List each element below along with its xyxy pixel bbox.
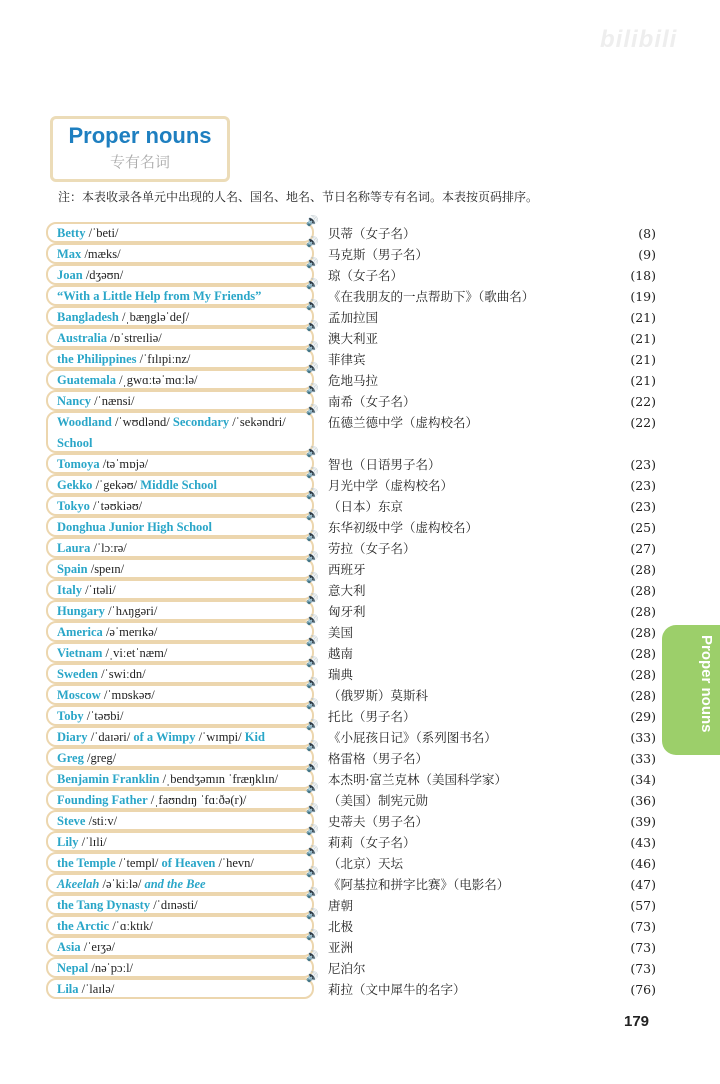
entry-name: “With a Little Help from My Friends” <box>57 289 262 303</box>
entry-english <box>57 727 313 748</box>
entry-name: Asia <box>57 940 81 954</box>
entry-name: Akeelah <box>57 877 100 891</box>
list-item <box>46 258 666 284</box>
entry-page: (46) <box>630 856 656 871</box>
entry-page: (73) <box>630 940 656 955</box>
phonetic: /ˈmɒskəʊ/ <box>100 688 155 702</box>
phonetic: /ˈfɪlɪpiːnz/ <box>136 352 191 366</box>
entry-page: (39) <box>630 814 656 829</box>
list-item <box>46 636 666 662</box>
list-item <box>46 951 666 977</box>
list-item <box>46 342 666 368</box>
list-item <box>46 447 666 473</box>
phonetic: /ˈlɪli/ <box>78 835 107 849</box>
entry-name: Laura <box>57 541 91 555</box>
entry-english <box>57 244 313 265</box>
phonetic: /ˈtempl/ <box>115 856 162 870</box>
list-item <box>46 531 666 557</box>
entry-name: Sweden <box>57 667 98 681</box>
entry-chinese: 菲律宾 <box>328 352 366 367</box>
entry-name: the Arctic <box>57 919 110 933</box>
entry-chinese: 西班牙 <box>328 562 366 577</box>
entry-chinese: 《小屁孩日记》（系列图书名） <box>328 730 497 745</box>
list-item <box>46 300 666 326</box>
entry-page: (22) <box>630 394 656 409</box>
list-item <box>46 489 666 515</box>
entry-page: (19) <box>630 289 656 304</box>
section-title: Proper nouns <box>68 123 212 148</box>
entry-name: the Tang Dynasty <box>57 898 151 912</box>
entry-english <box>57 349 313 370</box>
phonetic: /ˈtəʊbi/ <box>83 709 124 723</box>
speaker-icon[interactable]: 🔊 <box>306 489 319 500</box>
speaker-icon[interactable]: 🔊 <box>306 657 319 668</box>
entry-page: (8) <box>638 226 656 241</box>
list-item <box>46 762 666 788</box>
entry-name: Hungary <box>57 604 105 618</box>
entry-english <box>57 895 313 916</box>
entry-chinese: 尼泊尔 <box>328 961 366 976</box>
phonetic: /dʒəʊn/ <box>82 268 124 282</box>
entry-page: (28) <box>630 604 656 619</box>
entry-english <box>57 916 313 937</box>
entry-english <box>57 622 313 643</box>
speaker-icon[interactable]: 🔊 <box>306 720 319 731</box>
entry-english <box>57 832 313 853</box>
entry-english <box>57 265 313 286</box>
speaker-icon[interactable]: 🔊 <box>306 342 319 353</box>
phonetic: /nəˈpɔːl/ <box>88 961 134 975</box>
entry-name: Woodland <box>57 415 112 429</box>
entry-name: Bangladesh <box>57 310 119 324</box>
entry-english <box>57 223 313 244</box>
phonetic: /təˈmɒjə/ <box>99 457 149 471</box>
entry-chinese: 美国 <box>328 625 354 640</box>
list-item <box>46 216 666 242</box>
intro-note: 注：本表收录各单元中出现的人名、国名、地名、节日名称等专有名词。本表按页码排序。 <box>58 190 539 204</box>
entry-name: Tokyo <box>57 499 90 513</box>
entry-page: (73) <box>630 919 656 934</box>
phonetic: /ˌgwɑːtəˈmɑːlə/ <box>116 373 198 387</box>
speaker-icon[interactable]: 🔊 <box>306 363 319 374</box>
entry-chinese: 史蒂夫（男子名） <box>328 814 429 829</box>
entry-page: (9) <box>638 247 656 262</box>
phonetic: /ˈdaɪəri/ <box>87 730 134 744</box>
phonetic: /ˌbæŋgləˈdeʃ/ <box>118 310 190 324</box>
entry-name: the Temple <box>57 856 116 870</box>
entry-chinese: 智也（日语男子名） <box>328 457 441 472</box>
list-item <box>46 510 666 536</box>
phonetic: /ˌfaʊndɪŋ ˈfɑːðə(r)/ <box>147 793 247 807</box>
entry-name: Vietnam <box>57 646 103 660</box>
phonetic: /mæks/ <box>81 247 121 261</box>
entry-name: Lila <box>57 982 79 996</box>
list-item <box>46 237 666 263</box>
entry-chinese: 伍德兰德中学（虚构校名） <box>328 415 479 430</box>
speaker-icon[interactable]: 🔊 <box>306 951 319 962</box>
phonetic: /ˈtəʊkiəʊ/ <box>89 499 143 513</box>
list-item <box>46 783 666 809</box>
phonetic: /əˈkiːlə/ <box>99 877 145 891</box>
entry-page: (21) <box>630 310 656 325</box>
entry-chinese: 澳大利亚 <box>328 331 379 346</box>
list-item <box>46 321 666 347</box>
list-item <box>46 615 666 641</box>
entry-name: Toby <box>57 709 84 723</box>
entry-chinese: （北京）天坛 <box>328 856 404 871</box>
phonetic: /ɒˈstreɪliə/ <box>107 331 162 345</box>
list-item <box>46 825 666 851</box>
entry-english <box>57 811 313 832</box>
phonetic: /ˈswiːdn/ <box>97 667 146 681</box>
entry-english <box>57 475 313 496</box>
entry-chinese: 马克斯（男子名） <box>328 247 429 262</box>
entry-name: the Philippines <box>57 352 137 366</box>
entry-english <box>57 580 313 601</box>
speaker-icon[interactable]: 🔊 <box>306 552 319 563</box>
entry-name: Greg <box>57 751 84 765</box>
list-item <box>46 930 666 956</box>
entry-english <box>57 391 313 412</box>
entry-english <box>57 748 313 769</box>
phonetic: /ˈeɪʒə/ <box>80 940 115 954</box>
entry-chinese: 越南 <box>328 646 354 661</box>
speaker-icon[interactable]: 🔊 <box>306 615 319 626</box>
entry-chinese: （日本）东京 <box>328 499 404 514</box>
entry-english <box>57 496 313 517</box>
entry-name: Max <box>57 247 82 261</box>
list-item <box>46 678 666 704</box>
entry-page: (36) <box>630 793 656 808</box>
entry-chinese: 危地马拉 <box>328 373 379 388</box>
speaker-icon[interactable]: 🔊 <box>306 573 319 584</box>
page-number: 179 <box>624 1013 650 1030</box>
entry-name: Founding Father <box>57 793 148 807</box>
entry-english <box>57 958 313 979</box>
entry-name: Secondary <box>172 415 230 429</box>
entry-page: (27) <box>630 541 656 556</box>
entry-english <box>57 979 313 1000</box>
entry-page: (47) <box>630 877 656 892</box>
entry-name: of Heaven <box>161 856 216 870</box>
entry-page: (43) <box>630 835 656 850</box>
phonetic: /ˈlaɪlə/ <box>78 982 115 996</box>
entry-chinese: 月光中学（虚构校名） <box>328 478 454 493</box>
speaker-icon[interactable]: 🔊 <box>306 405 319 416</box>
entry-page: (33) <box>630 730 656 745</box>
entry-name: Benjamin Franklin <box>57 772 160 786</box>
speaker-icon[interactable]: 🔊 <box>306 531 319 542</box>
phonetic: /ˈhʌŋgəri/ <box>104 604 158 618</box>
list-item <box>46 720 666 746</box>
entry-english <box>57 874 313 895</box>
speaker-icon[interactable]: 🔊 <box>306 447 319 458</box>
phonetic: /ˈhevn/ <box>215 856 254 870</box>
speaker-icon[interactable]: 🔊 <box>306 321 319 332</box>
entry-name: Gekko <box>57 478 93 492</box>
entry-name: Joan <box>57 268 83 282</box>
entry-english <box>57 538 313 559</box>
speaker-icon[interactable]: 🔊 <box>306 783 319 794</box>
list-item <box>46 888 666 914</box>
entry-name: Middle School <box>140 478 218 492</box>
phonetic: /ˈɑːktɪk/ <box>109 919 153 933</box>
phonetic: /ˈwʊdlənd/ <box>111 415 173 429</box>
entry-chinese: 格雷格（男子名） <box>328 751 429 766</box>
entry-page: (21) <box>630 352 656 367</box>
entry-page: (73) <box>630 961 656 976</box>
entry-name: Nepal <box>57 961 89 975</box>
entry-english <box>57 517 313 538</box>
entry-page: (28) <box>630 688 656 703</box>
speaker-icon[interactable]: 🔊 <box>306 846 319 857</box>
entry-chinese: （美国）制宪元勋 <box>328 793 429 808</box>
entry-chinese: 莉拉（文中犀牛的名字） <box>328 982 466 997</box>
phonetic: /ˈdɪnəsti/ <box>150 898 198 912</box>
list-item <box>46 657 666 683</box>
entry-name: Nancy <box>57 394 92 408</box>
entry-page: (29) <box>630 709 656 724</box>
entry-chinese: 《阿基拉和拼字比赛》（电影名） <box>328 877 510 892</box>
entry-name: Italy <box>57 583 82 597</box>
section-subtitle: 专有名词 <box>109 153 170 171</box>
phonetic: /stiːv/ <box>85 814 118 828</box>
entry-english <box>57 790 313 811</box>
speaker-icon[interactable]: 🔊 <box>306 279 319 290</box>
entry-page: (22) <box>630 415 656 430</box>
entry-chinese: 莉莉（女子名） <box>328 835 416 850</box>
entry-page: (25) <box>630 520 656 535</box>
speaker-icon[interactable]: 🔊 <box>306 762 319 773</box>
side-tab-label: Proper nouns <box>698 635 715 733</box>
entry-chinese: 亚洲 <box>328 940 354 955</box>
speaker-icon[interactable]: 🔊 <box>306 699 319 710</box>
speaker-icon[interactable]: 🔊 <box>306 384 319 395</box>
entry-page: (28) <box>630 646 656 661</box>
speaker-icon[interactable]: 🔊 <box>306 636 319 647</box>
list-item <box>46 909 666 935</box>
list-item <box>46 384 666 410</box>
entry-name: Tomoya <box>57 457 100 471</box>
entry-page: (28) <box>630 562 656 577</box>
entry-english <box>57 685 313 706</box>
entry-chinese: 匈牙利 <box>328 604 366 619</box>
entry-chinese: 北极 <box>328 919 354 934</box>
list-item <box>46 699 666 725</box>
entry-chinese: （俄罗斯）莫斯科 <box>328 688 429 703</box>
entry-page: (23) <box>630 499 656 514</box>
speaker-icon[interactable]: 🔊 <box>306 678 319 689</box>
entry-chinese: 劳拉（女子名） <box>328 541 416 556</box>
entry-page: (18) <box>630 268 656 283</box>
entry-page: (28) <box>630 625 656 640</box>
entry-chinese: 孟加拉国 <box>328 310 379 325</box>
speaker-icon[interactable]: 🔊 <box>306 237 319 248</box>
entry-name: Kid <box>244 730 265 744</box>
entry-name: Lily <box>57 835 79 849</box>
entry-chinese: 贝蒂（女子名） <box>328 226 416 241</box>
list-item <box>46 867 666 893</box>
speaker-icon[interactable]: 🔊 <box>306 804 319 815</box>
entry-chinese: 东华初级中学（虚构校名） <box>328 520 479 535</box>
entry-english <box>57 853 313 874</box>
speaker-icon[interactable]: 🔊 <box>306 216 319 227</box>
entry-page: (21) <box>630 331 656 346</box>
entry-name: Moscow <box>57 688 101 702</box>
speaker-icon[interactable]: 🔊 <box>306 909 319 920</box>
entry-page: (21) <box>630 373 656 388</box>
speaker-icon[interactable]: 🔊 <box>306 972 319 983</box>
phonetic: /ˌbendʒəmɪn ˈfræŋklɪn/ <box>159 772 279 786</box>
entry-english <box>57 937 313 958</box>
entry-name: Guatemala <box>57 373 117 387</box>
entry-english <box>57 412 313 454</box>
list-item <box>46 741 666 767</box>
entry-name: Australia <box>57 331 107 345</box>
list-item <box>46 972 666 998</box>
phonetic: /ˈsekəndri/ <box>229 415 286 429</box>
entry-page: (23) <box>630 457 656 472</box>
entry-chinese: 南希（女子名） <box>328 394 416 409</box>
speaker-icon[interactable]: 🔊 <box>306 930 319 941</box>
entry-chinese: 琼（女子名） <box>328 268 404 283</box>
entry-name: Betty <box>57 226 86 240</box>
entry-page: (23) <box>630 478 656 493</box>
side-tab[interactable] <box>662 625 720 755</box>
speaker-icon[interactable]: 🔊 <box>306 258 319 269</box>
entry-chinese: 唐朝 <box>328 898 354 913</box>
entry-page: (28) <box>630 583 656 598</box>
entry-english <box>57 370 313 391</box>
entry-page: (76) <box>630 982 656 997</box>
list-item <box>46 405 666 450</box>
phonetic: /əˈmerɪkə/ <box>102 625 158 639</box>
entry-name: Steve <box>57 814 86 828</box>
list-item <box>46 363 666 389</box>
entry-chinese: 瑞典 <box>328 667 354 682</box>
entry-name: Diary <box>57 730 88 744</box>
speaker-icon[interactable]: 🔊 <box>306 468 319 479</box>
entry-page: (34) <box>630 772 656 787</box>
speaker-icon[interactable]: 🔊 <box>306 867 319 878</box>
section-title-box <box>50 116 230 182</box>
entry-chinese: 意大利 <box>328 583 366 598</box>
entry-chinese: 托比（男子名） <box>328 709 416 724</box>
entry-page: (33) <box>630 751 656 766</box>
entry-english <box>57 601 313 622</box>
entry-english <box>57 769 313 790</box>
entry-english <box>57 643 313 664</box>
phonetic: /ˈlɔːrə/ <box>90 541 127 555</box>
entry-english <box>57 559 313 580</box>
entry-english <box>57 664 313 685</box>
speaker-icon[interactable]: 🔊 <box>306 300 319 311</box>
entry-english <box>57 328 313 349</box>
entry-name: of a Wimpy <box>133 730 196 744</box>
list-item <box>46 552 666 578</box>
phonetic: /ˈɪtəli/ <box>82 583 116 597</box>
phonetic: /greg/ <box>83 751 117 765</box>
speaker-icon[interactable]: 🔊 <box>306 510 319 521</box>
speaker-icon[interactable]: 🔊 <box>306 825 319 836</box>
speaker-icon[interactable]: 🔊 <box>306 888 319 899</box>
list-item <box>46 846 666 872</box>
bilibili-watermark-logo: bilibili <box>600 26 678 53</box>
entry-name: Donghua Junior High School <box>57 520 213 534</box>
phonetic: /speɪn/ <box>87 562 125 576</box>
entry-english <box>57 454 313 475</box>
phonetic: /ˈbeti/ <box>85 226 119 240</box>
entry-chinese: 本杰明·富兰克林（美国科学家） <box>328 772 507 787</box>
phonetic: /ˈgekəʊ/ <box>92 478 141 492</box>
entry-english <box>57 706 313 727</box>
list-item <box>46 804 666 830</box>
list-item <box>46 279 666 305</box>
phonetic: /ˈnænsi/ <box>91 394 135 408</box>
list-item <box>46 573 666 599</box>
entry-english <box>57 286 313 307</box>
entry-name: America <box>57 625 103 639</box>
entry-chinese: 《在我朋友的一点帮助下》（歌曲名） <box>328 289 535 304</box>
phonetic: /ˈwɪmpi/ <box>195 730 245 744</box>
entry-name: School <box>57 436 93 450</box>
speaker-icon[interactable]: 🔊 <box>306 594 319 605</box>
list-item <box>46 594 666 620</box>
entry-page: (57) <box>630 898 656 913</box>
entry-english <box>57 307 313 328</box>
phonetic: /ˌviːetˈnæm/ <box>102 646 168 660</box>
entry-name: and the Bee <box>144 877 206 891</box>
speaker-icon[interactable]: 🔊 <box>306 741 319 752</box>
entry-name: Spain <box>57 562 88 576</box>
list-item <box>46 468 666 494</box>
entry-page: (28) <box>630 667 656 682</box>
